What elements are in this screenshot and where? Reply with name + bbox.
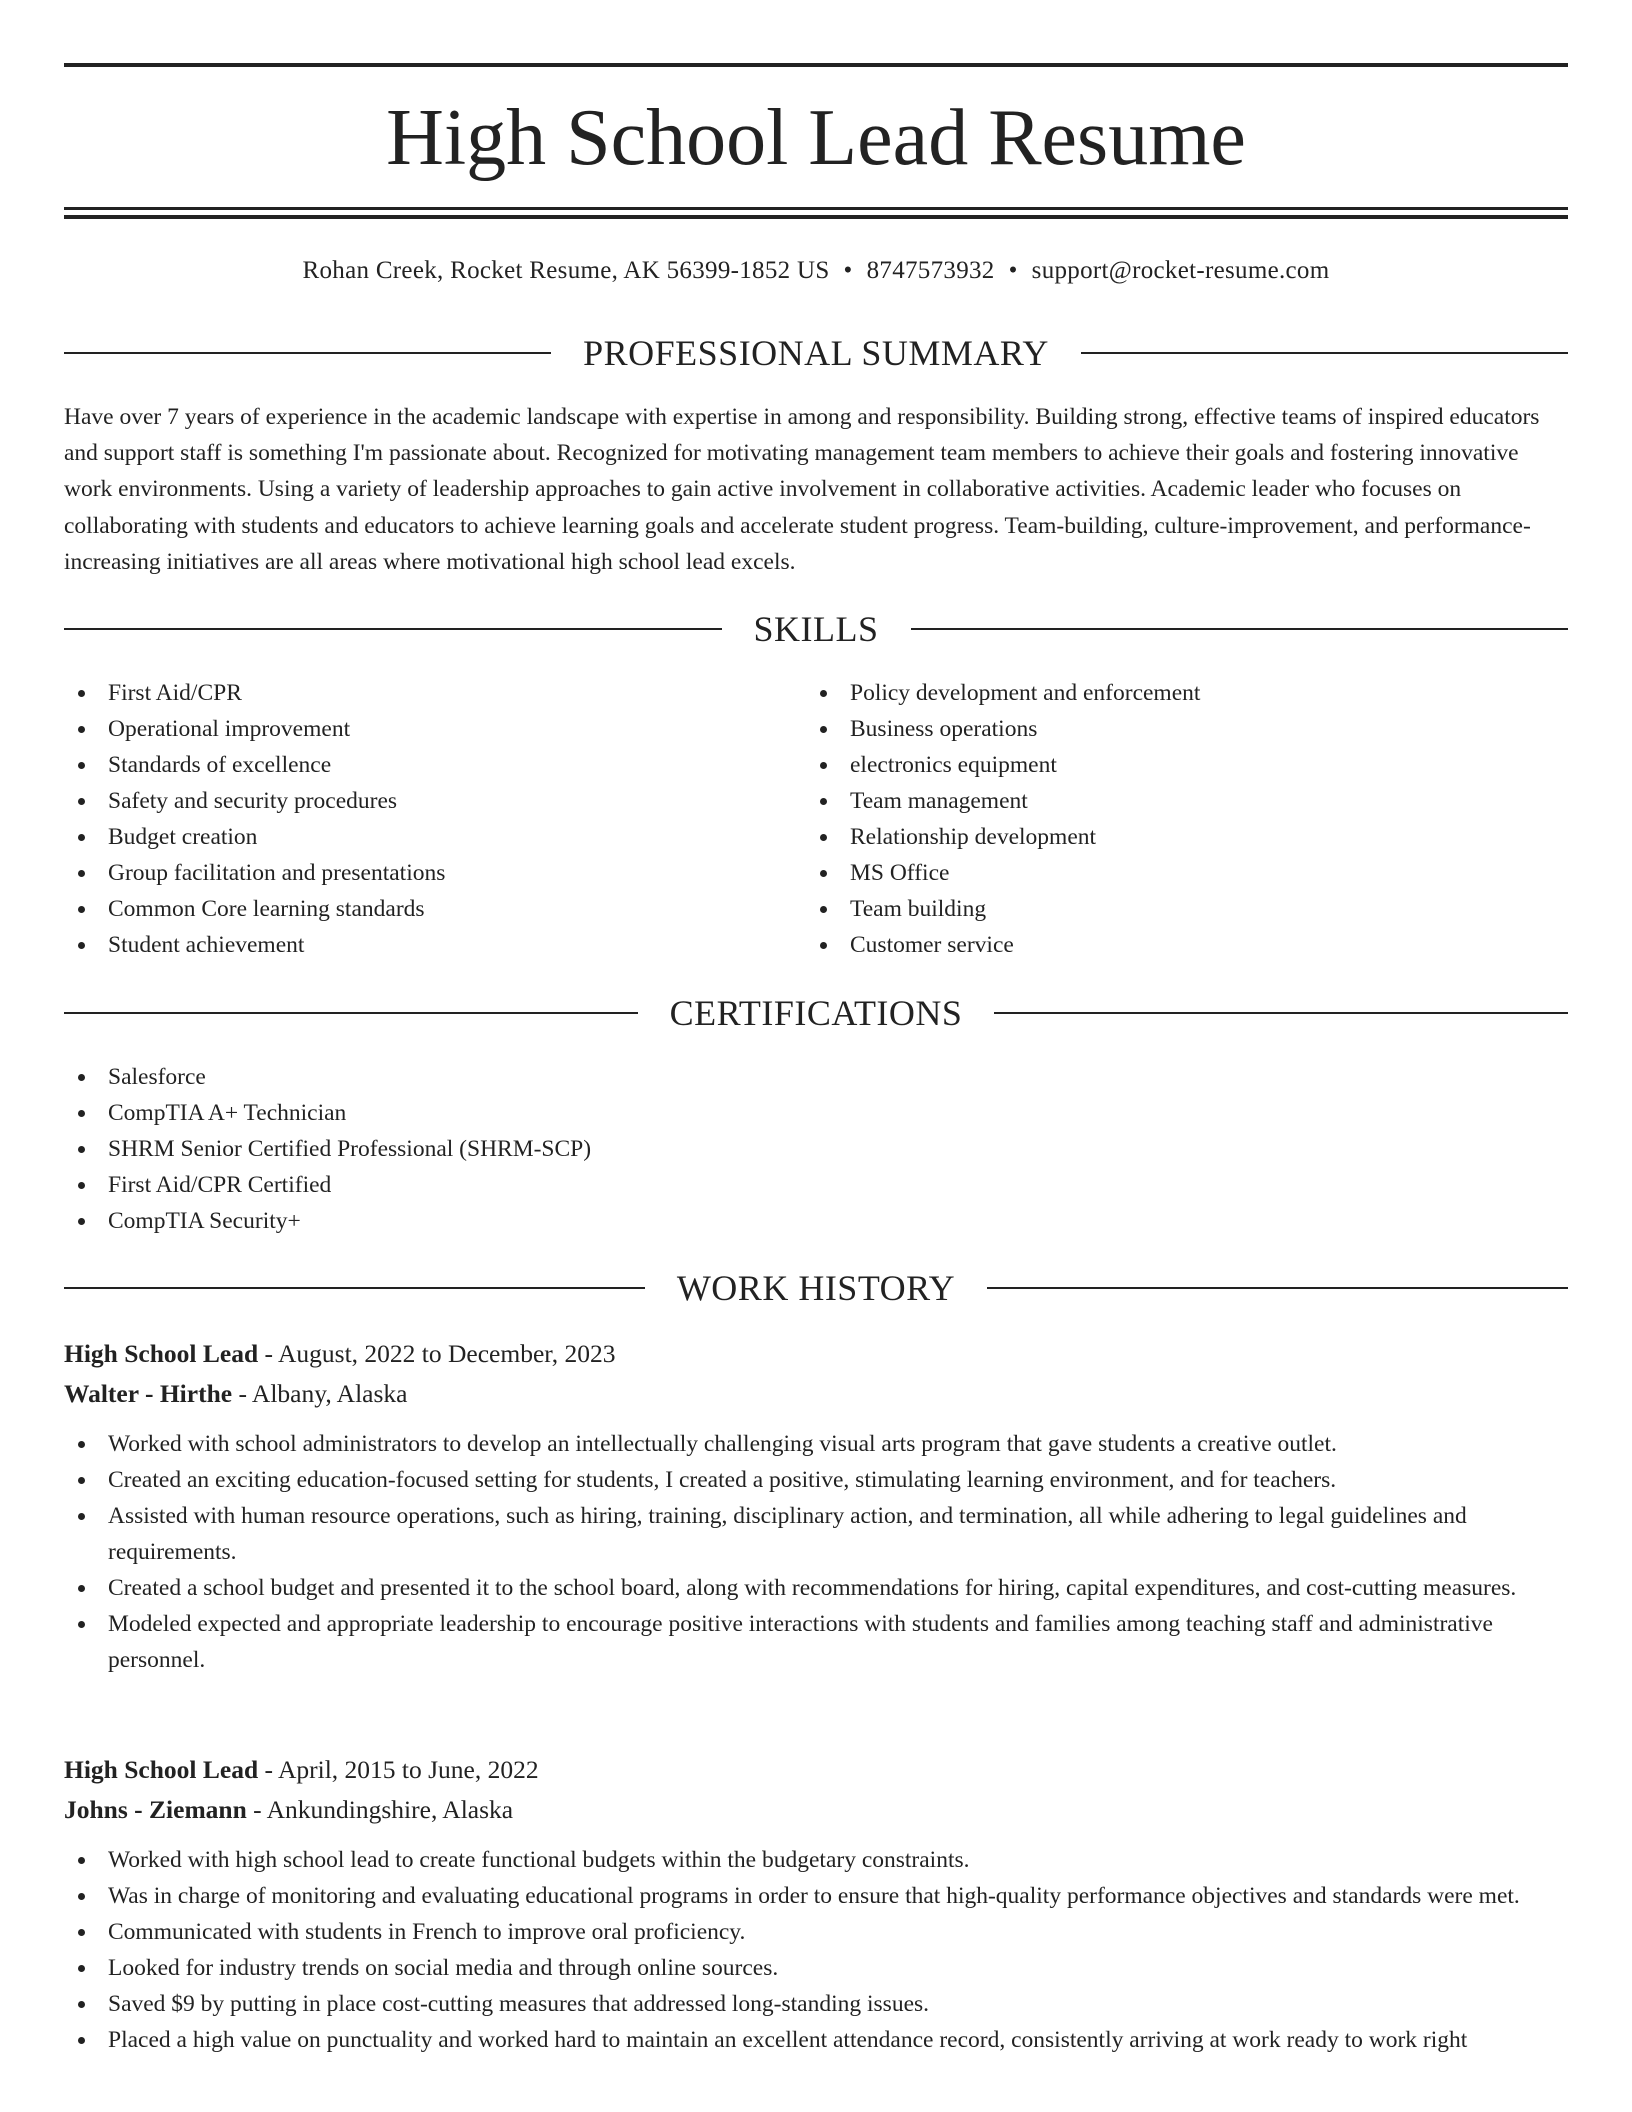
job-title-line (64, 1334, 1568, 1374)
section-heading-certifications (64, 991, 1568, 1035)
skills-list-left (64, 675, 744, 963)
section-heading-summary (64, 331, 1568, 375)
certification-item: CompTIA A+ Technician (64, 1095, 1064, 1131)
contact-separator: • (1008, 257, 1018, 284)
skill-item: Team management (806, 783, 1566, 819)
job-bullet: Saved $9 by putting in place cost-cutting measures that addressed long-standing issues. (64, 1986, 1568, 2022)
skill-item: Student achievement (64, 927, 744, 963)
job-title: High School Lead (64, 1755, 259, 1784)
job-dates: - August, 2022 to December, 2023 (258, 1339, 616, 1368)
job-bullet: Communicated with students in French to improve oral proficiency. (64, 1914, 1568, 1950)
contact-address: Rohan Creek, Rocket Resume, AK 56399-1852 US (302, 257, 830, 284)
section-heading-skills (64, 607, 1568, 651)
certifications-list (64, 1059, 1064, 1239)
divider (64, 628, 722, 630)
job-company-line (64, 1374, 1568, 1414)
job-bullet: Worked with school administrators to develop an intellectually challenging visual arts program that gave students a creative outlet. (64, 1426, 1568, 1462)
certification-item: SHRM Senior Certified Professional (SHRM-SCP) (64, 1131, 1064, 1167)
job-company: Johns - Ziemann (64, 1795, 247, 1824)
section-title-summary: PROFESSIONAL SUMMARY (583, 333, 1049, 373)
skill-item: Team building (806, 891, 1566, 927)
job-entry (64, 1334, 1568, 1678)
job-title: High School Lead (64, 1339, 259, 1368)
contact-line (64, 254, 1568, 288)
job-company-line (64, 1790, 1568, 1830)
skill-item: Customer service (806, 927, 1566, 963)
job-dates: - April, 2015 to June, 2022 (258, 1755, 539, 1784)
skill-item: Safety and security procedures (64, 783, 744, 819)
certification-item: CompTIA Security+ (64, 1203, 1064, 1239)
job-bullet: Assisted with human resource operations, such as hiring, training, disciplinary action, and termination, all while adhering to legal guidelines and requirements. (64, 1498, 1568, 1570)
job-bullets (64, 1426, 1568, 1678)
certification-item: First Aid/CPR Certified (64, 1167, 1064, 1203)
skill-item: Group facilitation and presentations (64, 855, 744, 891)
page-title: High School Lead Resume (386, 94, 1246, 182)
divider (911, 628, 1569, 630)
job-title-line (64, 1750, 1568, 1790)
job-location: - Ankundingshire, Alaska (246, 1795, 514, 1824)
summary-paragraph: Have over 7 years of experience in the academic landscape with expertise in among and responsibility. Building strong, effective teams of inspired educators and support staff is something I'm passionate about. Recognized for motivating management team members to achieve their goals and fostering innovative work environments. Using a variety of leadership approaches to gain active involvement in collaborative activities. Academic leader who focuses on collaborating with students and educators to achieve learning goals and accelerate student progress. Team-building, culture-improvement, and performance-increasing initiatives are all areas where motivational high school lead excels. (64, 404, 1540, 575)
skill-item: Relationship development (806, 819, 1566, 855)
job-bullet: Modeled expected and appropriate leadership to encourage positive interactions with students and families among teaching staff and administrative personnel. (64, 1606, 1568, 1678)
skill-item: Standards of excellence (64, 747, 744, 783)
divider (64, 1012, 638, 1014)
job-bullets (64, 1842, 1568, 2058)
contact-phone: 8747573932 (866, 257, 995, 284)
divider (64, 1287, 645, 1289)
skill-item: First Aid/CPR (64, 675, 744, 711)
skills-list-right (806, 675, 1566, 963)
header-top-rule (64, 63, 1568, 67)
job-location: - Albany, Alaska (232, 1379, 408, 1408)
contact-separator: • (843, 257, 853, 284)
header-double-rule (64, 207, 1568, 219)
job-bullet: Created an exciting education-focused setting for students, I created a positive, stimulating learning environment, and for teachers. (64, 1462, 1568, 1498)
skill-item: electronics equipment (806, 747, 1566, 783)
section-heading-work-history (64, 1266, 1568, 1310)
job-bullet: Created a school budget and presented it to the school board, along with recommendations for hiring, capital expenditures, and cost-cutting measures. (64, 1570, 1568, 1606)
section-title-certifications: CERTIFICATIONS (669, 993, 963, 1033)
job-bullet: Was in charge of monitoring and evaluating educational programs in order to ensure that high-quality performance objectives and standards were met. (64, 1878, 1568, 1914)
skill-item: Budget creation (64, 819, 744, 855)
divider (64, 352, 551, 354)
skill-item: Policy development and enforcement (806, 675, 1566, 711)
job-bullet: Worked with high school lead to create functional budgets within the budgetary constraints. (64, 1842, 1568, 1878)
divider (1081, 352, 1568, 354)
certification-item: Salesforce (64, 1059, 1064, 1095)
section-title-skills: SKILLS (753, 609, 879, 649)
job-entry (64, 1750, 1568, 2058)
divider (994, 1012, 1568, 1014)
contact-email: support@rocket-resume.com (1031, 257, 1330, 284)
skill-item: MS Office (806, 855, 1566, 891)
skill-item: Operational improvement (64, 711, 744, 747)
job-bullet: Placed a high value on punctuality and worked hard to maintain an excellent attendance record, consistently arriving at work ready to work right (64, 2022, 1568, 2058)
divider (987, 1287, 1568, 1289)
section-title-work-history: WORK HISTORY (676, 1268, 956, 1308)
skill-item: Business operations (806, 711, 1566, 747)
skill-item: Common Core learning standards (64, 891, 744, 927)
job-company: Walter - Hirthe (64, 1379, 233, 1408)
job-bullet: Looked for industry trends on social media and through online sources. (64, 1950, 1568, 1986)
